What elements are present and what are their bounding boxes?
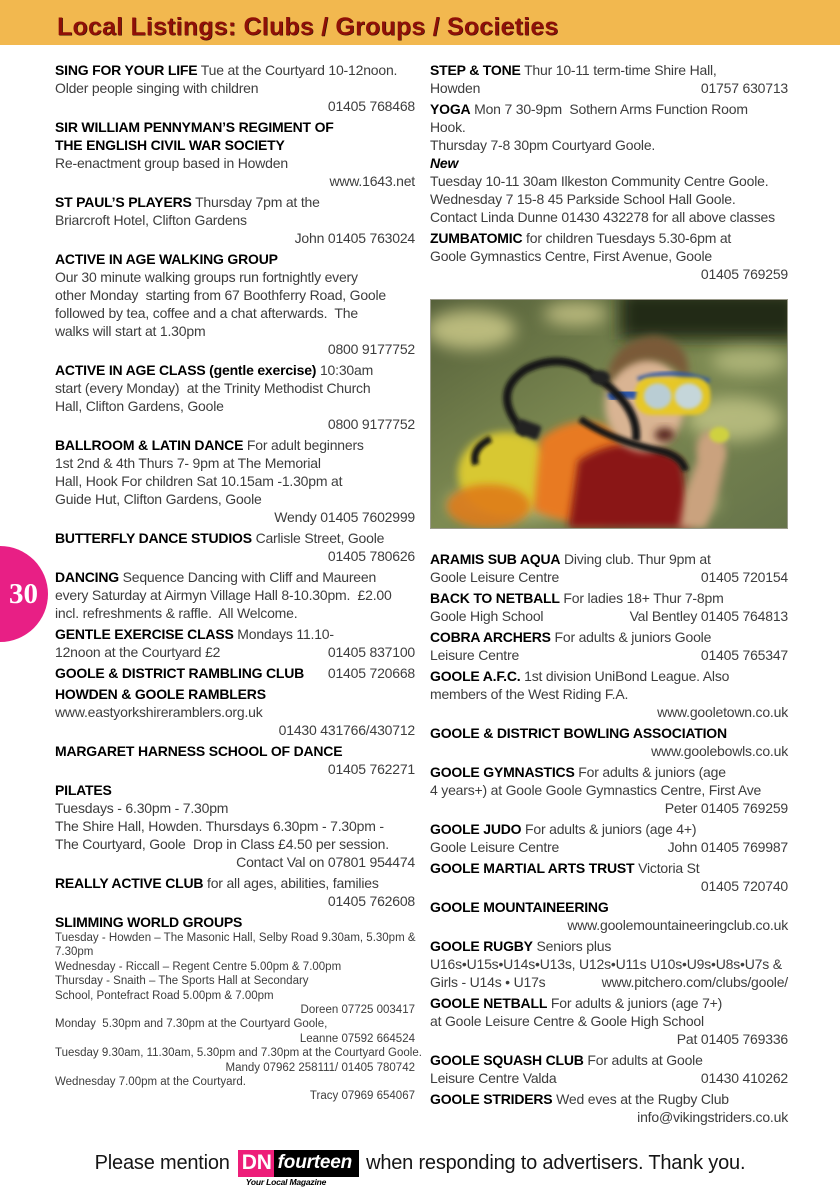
listing-line	[55, 286, 415, 304]
listing-line	[55, 268, 415, 286]
listing-line	[55, 945, 415, 959]
dn-fourteen-logo	[238, 1150, 359, 1187]
listing-line	[55, 61, 415, 79]
listing-text: Mon 7 30-9pm Sothern Arms Function Room	[470, 101, 748, 117]
listing-line	[55, 586, 415, 604]
listing-line	[55, 1017, 415, 1031]
listing-line	[430, 61, 788, 79]
listing-line	[55, 415, 415, 433]
listing-contact: Val Bentley 01405 764813	[629, 608, 788, 624]
listing-name: PILATES	[55, 782, 112, 798]
listing-text: Wednesday 7 15-8 45 Parkside School Hall Goole.	[430, 191, 736, 207]
listing-line	[55, 490, 415, 508]
listing-contact: Contact Val on 07801 954474	[236, 854, 415, 870]
listing-text: Wednesday 7.00pm at the Courtyard.	[55, 1076, 246, 1089]
listing-line	[55, 853, 415, 871]
listing-line	[55, 340, 415, 358]
listing-pilates	[55, 781, 415, 871]
listing-line	[430, 247, 788, 265]
listing-text: 7.30pm	[55, 946, 94, 959]
listing-gentle-exercise-class	[55, 625, 415, 661]
listing-text: Contact Linda Dunne 01430 432278 for all above classes	[430, 209, 775, 225]
listing-text: Seniors plus	[532, 938, 612, 954]
listing-really-active-club	[55, 874, 415, 910]
listing-name: ST PAUL’S PLAYERS	[55, 194, 192, 210]
listing-line	[430, 208, 788, 226]
listing-contact: 01405 720740	[700, 878, 788, 894]
listing-line	[55, 472, 415, 490]
listing-english-civil-war-society	[55, 118, 415, 190]
listing-line	[55, 118, 415, 136]
listing-line	[55, 781, 415, 799]
listing-contact: www.1643.net	[329, 173, 415, 189]
listing-text: Tuesday 9.30am, 11.30am, 5.30pm and 7.30pm at the Courtyard Goole.	[55, 1047, 422, 1060]
listing-text: Sequence Dancing with Cliff and Maureen	[118, 569, 377, 585]
listing-line	[430, 1051, 788, 1069]
listing-text: Tuesday - Howden – The Masonic Hall, Selby Road 9.30am, 5.30pm &	[55, 932, 416, 944]
listing-line	[55, 508, 415, 526]
listing-line	[430, 973, 788, 991]
listing-line	[55, 454, 415, 472]
listing-sing-for-your-life	[55, 61, 415, 115]
listing-line	[430, 136, 788, 154]
listing-line	[55, 97, 415, 115]
listing-contact: 01757 630713	[700, 80, 788, 96]
listing-contact: 0800 9177752	[327, 416, 415, 432]
listing-name: SLIMMING WORLD GROUPS	[55, 914, 243, 930]
listing-line	[55, 361, 415, 379]
listing-text: 10:30am	[316, 362, 374, 378]
listing-text: Hall, Hook For children Sat 10.15am -1.30pm at	[55, 473, 343, 489]
page-number: 30	[9, 577, 38, 610]
listing-name: SIR WILLIAM PENNYMAN’S REGIMENT OF	[55, 119, 334, 135]
listing-line	[430, 1069, 788, 1087]
listing-name: GOOLE GYMNASTICS	[430, 764, 575, 780]
listing-line	[430, 799, 788, 817]
listing-name: BACK TO NETBALL	[430, 590, 560, 606]
listing-text: for children Tuesdays 5.30-6pm at	[522, 230, 732, 246]
listing-contact: Doreen 07725 003417	[300, 1004, 415, 1017]
listing-contact: Peter 01405 769259	[664, 800, 788, 816]
listing-contact: 01405 762271	[327, 761, 415, 777]
listing-text: start (every Monday) at the Trinity Methodist Church	[55, 380, 371, 396]
listing-contact: Leanne 07592 664524	[299, 1032, 415, 1045]
listing-line	[430, 781, 788, 799]
listing-note-bold: New	[430, 155, 459, 171]
listing-goole-rugby	[430, 937, 788, 991]
listing-text: Guide Hut, Clifton Gardens, Goole	[55, 491, 262, 507]
listing-contact: www.goolebowls.co.uk	[651, 743, 788, 759]
listing-goole-afc	[430, 667, 788, 721]
listing-line	[55, 136, 415, 154]
listing-name: ACTIVE IN AGE CLASS (gentle exercise)	[55, 362, 317, 378]
listing-text: members of the West Riding F.A.	[430, 686, 629, 702]
listing-text: Victoria St	[634, 860, 700, 876]
listing-line	[430, 568, 788, 586]
listing-line	[55, 1032, 415, 1046]
listing-text: Our 30 minute walking groups run fortnightly every	[55, 269, 358, 285]
listing-margaret-harness-school-of-dance	[55, 742, 415, 778]
listing-line	[430, 1090, 788, 1108]
listing-howden-goole-ramblers	[55, 685, 415, 739]
listing-name: GOOLE MOUNTAINEERING	[430, 899, 609, 915]
listing-name: REALLY ACTIVE CLUB	[55, 875, 204, 891]
listing-goole-netball	[430, 994, 788, 1048]
listing-text: followed by tea, coffee and a chat afterwards. The	[55, 305, 358, 321]
listings-right-top	[430, 61, 788, 283]
listing-line	[430, 859, 788, 877]
listing-name: GENTLE EXERCISE CLASS	[55, 626, 234, 642]
listing-name: ACTIVE IN AGE WALKING GROUP	[55, 251, 278, 267]
listing-text: The Shire Hall, Howden. Thursdays 6.30pm - 7.30pm -	[55, 818, 384, 834]
listing-line	[55, 931, 415, 945]
listing-text: walks will start at 1.30pm	[55, 323, 206, 339]
listing-text: For adults & juniors (age 4+)	[521, 821, 697, 837]
listing-line	[55, 1003, 415, 1017]
listing-name: STEP & TONE	[430, 62, 521, 78]
listing-text: Tuesday 10-11 30am Ilkeston Community Centre Goole.	[430, 173, 769, 189]
listing-line	[430, 898, 788, 916]
listings-column-left	[55, 61, 422, 1107]
listing-line	[55, 989, 415, 1003]
listing-text: for all ages, abilities, families	[203, 875, 379, 891]
listing-text: Girls - U14s • U17s	[430, 974, 546, 990]
listing-goole-mountaineering	[430, 898, 788, 934]
listing-contact: Pat 01405 769336	[676, 1031, 788, 1047]
listing-goole-judo	[430, 820, 788, 856]
listing-text: Thursday 7-8 30pm Courtyard Goole.	[430, 137, 656, 153]
listing-name: COBRA ARCHERS	[430, 629, 551, 645]
listing-line	[55, 568, 415, 586]
listing-cobra-archers	[430, 628, 788, 664]
listing-butterfly-dance-studios	[55, 529, 415, 565]
listing-text: at Goole Leisure Centre & Goole High School	[430, 1013, 704, 1029]
listing-yoga	[430, 100, 788, 226]
scuba-child-photo	[430, 299, 788, 529]
listing-contact: www.goolemountaineeringclub.co.uk	[567, 917, 788, 933]
listing-contact: 01405 720668	[327, 665, 415, 681]
listing-name: HOWDEN & GOOLE RAMBLERS	[55, 686, 266, 702]
listing-line	[430, 838, 788, 856]
listing-line	[430, 628, 788, 646]
listing-text: Mondays 11.10-	[233, 626, 334, 642]
listing-line	[430, 607, 788, 625]
listing-text: For ladies 18+ Thur 7-8pm	[559, 590, 724, 606]
listing-name: GOOLE & DISTRICT BOWLING ASSOCIATION	[430, 725, 727, 741]
listings-right-bottom	[430, 550, 788, 1126]
page-number-badge	[0, 546, 48, 642]
listing-line	[55, 1075, 415, 1089]
listing-name: MARGARET HARNESS SCHOOL OF DANCE	[55, 743, 343, 759]
listing-name: GOOLE NETBALL	[430, 995, 548, 1011]
listing-line	[55, 304, 415, 322]
listing-line	[430, 154, 788, 172]
listing-text: Goole High School	[430, 608, 544, 624]
listing-line	[430, 172, 788, 190]
listing-line	[55, 974, 415, 988]
listing-contact: John 01405 763024	[294, 230, 415, 246]
listing-text: Older people singing with children	[55, 80, 259, 96]
listing-line	[55, 547, 415, 565]
footer-text-post: when responding to advertisers. Thank you.	[366, 1152, 746, 1174]
listing-line	[430, 937, 788, 955]
listing-goole-martial-arts-trust	[430, 859, 788, 895]
listing-line	[55, 960, 415, 974]
listing-contact: info@vikingstriders.co.uk	[637, 1109, 788, 1125]
listing-line	[430, 118, 788, 136]
listing-text: Leisure Centre Valda	[430, 1070, 557, 1086]
listing-line	[430, 100, 788, 118]
listing-name: ARAMIS SUB AQUA	[430, 551, 561, 567]
listing-line	[430, 916, 788, 934]
listing-contact: www.pitchero.com/clubs/goole/	[601, 974, 788, 990]
listing-name: GOOLE SQUASH CLUB	[430, 1052, 584, 1068]
listing-text: Monday 5.30pm and 7.30pm at the Courtyard Goole,	[55, 1018, 328, 1031]
listing-name: GOOLE JUDO	[430, 821, 522, 837]
listing-text: Goole Gymnastics Centre, First Avenue, Goole	[430, 248, 712, 264]
listing-line	[430, 955, 788, 973]
listing-text: Wednesday - Riccall – Regent Centre 5.00pm & 7.00pm	[55, 960, 342, 973]
listing-goole-squash-club	[430, 1051, 788, 1087]
listing-goole-gymnastics	[430, 763, 788, 817]
listing-line	[55, 1061, 415, 1075]
listing-goole-striders	[430, 1090, 788, 1126]
listing-line	[55, 529, 415, 547]
listing-name: THE ENGLISH CIVIL WAR SOCIETY	[55, 137, 285, 153]
listing-line	[430, 877, 788, 895]
listing-contact: 01405 780626	[327, 548, 415, 564]
listing-name: GOOLE STRIDERS	[430, 1091, 553, 1107]
listing-text: 12noon at the Courtyard £2	[55, 644, 221, 660]
listing-slimming-world-groups	[55, 913, 422, 1104]
listings-column-right	[430, 61, 788, 1129]
listing-line	[430, 229, 788, 247]
listing-text: Hook.	[430, 119, 466, 135]
listing-text: For adults at Goole	[583, 1052, 703, 1068]
listing-name: GOOLE A.F.C.	[430, 668, 521, 684]
listing-name: BUTTERFLY DANCE STUDIOS	[55, 530, 252, 546]
scuba-photo-illustration	[431, 300, 787, 528]
listing-text: For adults & juniors (age	[574, 764, 726, 780]
listing-line	[430, 1012, 788, 1030]
listing-active-in-age-walking-group	[55, 250, 415, 358]
listing-line	[55, 643, 415, 661]
listing-goole-district-bowling-association	[430, 724, 788, 760]
listing-line	[55, 436, 415, 454]
listing-text: Thursday - Snaith – The Sports Hall at Secondary	[55, 975, 309, 988]
listing-line	[55, 250, 415, 268]
listing-line	[55, 835, 415, 853]
listing-contact: 01405 769259	[700, 266, 788, 282]
listing-name: SING FOR YOUR LIFE	[55, 62, 198, 78]
listing-line	[430, 550, 788, 568]
listing-active-in-age-class	[55, 361, 415, 433]
listing-name: YOGA	[430, 101, 471, 117]
listing-line	[55, 817, 415, 835]
listing-line	[55, 211, 415, 229]
listing-line	[55, 1089, 415, 1103]
listing-name: DANCING	[55, 569, 119, 585]
listing-line	[55, 721, 415, 739]
listing-name: GOOLE MARTIAL ARTS TRUST	[430, 860, 635, 876]
listing-text: Tue at the Courtyard 10-12noon.	[197, 62, 398, 78]
listing-contact: 01405 837100	[327, 644, 415, 660]
listing-line	[430, 646, 788, 664]
logo-dn: DN	[238, 1150, 274, 1177]
listing-line	[430, 763, 788, 781]
listing-line	[430, 685, 788, 703]
listing-aramis-sub-aqua	[430, 550, 788, 586]
footer-text-pre: Please mention	[94, 1152, 230, 1174]
listing-line	[55, 193, 415, 211]
listing-line	[55, 913, 415, 931]
listing-line	[430, 265, 788, 283]
listing-line	[55, 703, 415, 721]
page-title: Local Listings: Clubs / Groups / Societies	[57, 13, 559, 41]
listing-goole-district-rambling-club	[55, 664, 415, 682]
listing-text: 1st 2nd & 4th Thurs 7- 9pm at The Memorial	[55, 455, 321, 471]
listing-line	[430, 1030, 788, 1048]
listing-contact: John 01405 769987	[667, 839, 788, 855]
listing-line	[430, 724, 788, 742]
listing-contact: 01430 410262	[700, 1070, 788, 1086]
listing-line	[430, 742, 788, 760]
listing-line	[55, 685, 415, 703]
listing-ballroom-latin-dance	[55, 436, 415, 526]
listing-contact: www.gooletown.co.uk	[657, 704, 788, 720]
listing-name: GOOLE & DISTRICT RAMBLING CLUB	[55, 665, 305, 681]
listing-zumbatomic	[430, 229, 788, 283]
listing-line	[430, 994, 788, 1012]
listing-line	[55, 379, 415, 397]
listing-contact: 01405 720154	[700, 569, 788, 585]
listing-name: BALLROOM & LATIN DANCE	[55, 437, 244, 453]
listing-line	[55, 892, 415, 910]
listing-line	[430, 190, 788, 208]
listing-text: Thursday 7pm at the	[191, 194, 320, 210]
listing-text: Carlisle Street, Goole	[251, 530, 385, 546]
listing-line	[55, 1046, 422, 1060]
listing-line	[55, 397, 415, 415]
listing-dancing	[55, 568, 415, 622]
listing-contact: 01430 431766/430712	[278, 722, 415, 738]
listing-text: 4 years+) at Goole Goole Gymnastics Centre, First Ave	[430, 782, 762, 798]
listing-text: School, Pontefract Road 5.00pm & 7.00pm	[55, 989, 274, 1002]
listing-line	[55, 172, 415, 190]
listing-text: every Saturday at Airmyn Village Hall 8-10.30pm. £2.00	[55, 587, 392, 603]
listing-line	[430, 703, 788, 721]
listing-contact: Wendy 01405 7602999	[274, 509, 415, 525]
listing-name: GOOLE RUGBY	[430, 938, 533, 954]
logo-tagline: Your Local Magazine	[245, 1177, 327, 1187]
listing-line	[55, 664, 415, 682]
listing-back-to-netball	[430, 589, 788, 625]
listing-line	[430, 589, 788, 607]
logo-fourteen: fourteen	[274, 1150, 359, 1177]
listing-text: For adult beginners	[243, 437, 364, 453]
listing-text: Howden	[430, 80, 481, 96]
listing-text: incl. refreshments & raffle. All Welcome.	[55, 605, 298, 621]
header-band	[0, 0, 840, 45]
listing-line	[55, 799, 415, 817]
listing-st-pauls-players	[55, 193, 415, 247]
listing-text: www.eastyorkshireramblers.org.uk	[55, 704, 263, 720]
listing-text: Hall, Clifton Gardens, Goole	[55, 398, 224, 414]
listing-line	[430, 1108, 788, 1126]
listing-line	[55, 79, 415, 97]
listing-contact: Mandy 07962 258111/ 01405 780742	[225, 1061, 415, 1074]
listing-contact: Tracy 07969 654067	[309, 1090, 415, 1103]
listing-line	[55, 322, 415, 340]
listing-contact: 01405 768468	[327, 98, 415, 114]
listing-text: Leisure Centre	[430, 647, 520, 663]
listing-line	[55, 874, 415, 892]
listing-line	[430, 820, 788, 838]
listing-text: The Courtyard, Goole Drop in Class £4.50 per session.	[55, 836, 389, 852]
listing-text: other Monday starting from 67 Boothferry Road, Goole	[55, 287, 387, 303]
footer	[0, 1150, 840, 1187]
listing-line	[55, 604, 415, 622]
listing-step-tone	[430, 61, 788, 97]
listing-text: Briarcroft Hotel, Clifton Gardens	[55, 212, 247, 228]
listing-line	[55, 625, 415, 643]
listing-text: U16s•U15s•U14s•U13s, U12s•U11s U10s•U9s•U8s•U7s &	[430, 956, 782, 972]
listing-text: Re-enactment group based in Howden	[55, 155, 288, 171]
listing-text: Wed eves at the Rugby Club	[552, 1091, 729, 1107]
listing-text: Thur 10-11 term-time Shire Hall,	[520, 62, 717, 78]
listing-line	[55, 760, 415, 778]
listing-text: For adults & juniors (age 7+)	[547, 995, 723, 1011]
listing-name: ZUMBATOMIC	[430, 230, 523, 246]
listing-line	[430, 667, 788, 685]
listing-text: Tuesdays - 6.30pm - 7.30pm	[55, 800, 229, 816]
listing-line	[55, 154, 415, 172]
listing-text: Goole Leisure Centre	[430, 569, 560, 585]
listing-line	[55, 742, 415, 760]
listing-contact: 0800 9177752	[327, 341, 415, 357]
listing-text: 1st division UniBond League. Also	[520, 668, 730, 684]
listing-text: Diving club. Thur 9pm at	[560, 551, 711, 567]
listing-text: For adults & juniors Goole	[550, 629, 712, 645]
listing-contact: 01405 762608	[327, 893, 415, 909]
listing-line	[430, 79, 788, 97]
listing-line	[55, 229, 415, 247]
listing-text: Goole Leisure Centre	[430, 839, 560, 855]
listing-contact: 01405 765347	[700, 647, 788, 663]
